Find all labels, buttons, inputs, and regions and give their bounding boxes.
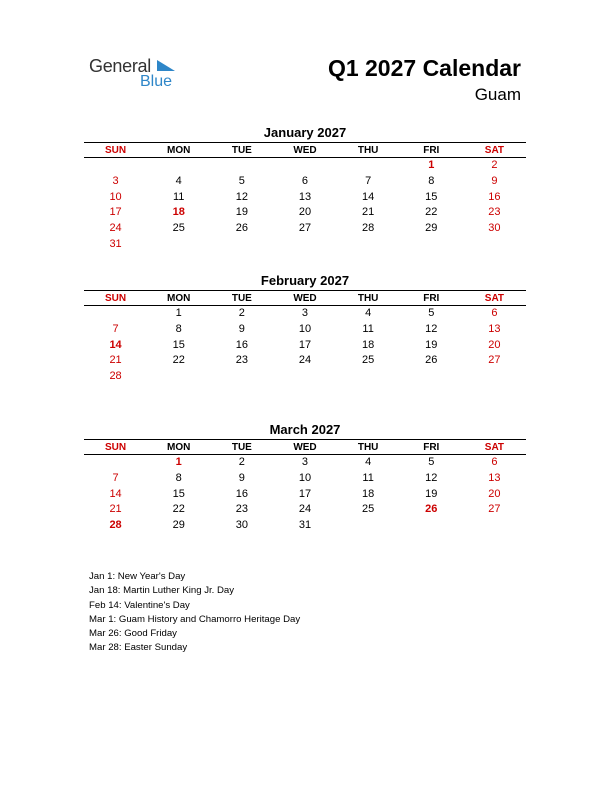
day-cell: 25 — [362, 354, 375, 367]
day-cell — [84, 306, 147, 322]
day-cell: 5 — [238, 174, 245, 187]
day-cell: 21 — [109, 354, 122, 367]
week-row — [84, 369, 526, 385]
weekday-sun: SUN — [105, 292, 127, 304]
day-cell — [400, 518, 463, 534]
weekday-header-row — [84, 440, 526, 455]
day-cell: 15 — [172, 338, 185, 351]
holiday-item: Jan 1: New Year's Day — [89, 571, 186, 582]
holiday-item: Mar 1: Guam History and Chamorro Heritage Day — [89, 613, 301, 625]
week-row — [84, 306, 526, 322]
weekday-sun: SUN — [105, 441, 127, 453]
logo-text-blue: Blue — [140, 73, 173, 90]
day-cell: 18 — [362, 338, 375, 351]
day-cell: 30 — [488, 222, 501, 235]
day-cell — [463, 518, 526, 534]
day-cell: 16 — [235, 487, 248, 500]
weekday-tue: TUE — [231, 292, 252, 304]
month-january — [84, 124, 526, 253]
day-cell: 3 — [301, 307, 309, 319]
month-grid — [84, 142, 526, 253]
week-row — [84, 190, 526, 206]
month-title: February 2027 — [260, 273, 350, 288]
day-cell: 25 — [172, 222, 185, 235]
weekday-tue: TUE — [231, 441, 252, 453]
week-row — [84, 221, 526, 237]
logo-text-general: General — [89, 56, 151, 76]
day-cell: 6 — [301, 174, 309, 187]
day-cell: 26 — [235, 222, 248, 235]
day-cell: 10 — [109, 190, 122, 203]
day-cell: 31 — [109, 237, 122, 250]
day-cell: 20 — [488, 487, 501, 500]
week-row — [84, 455, 526, 471]
weekday-mon: MON — [167, 292, 191, 304]
day-cell — [463, 237, 526, 253]
day-cell: 18 — [172, 206, 185, 219]
day-cell — [147, 369, 210, 385]
weekday-header-row — [84, 291, 526, 306]
day-cell — [273, 158, 336, 174]
holiday-item: Feb 14: Valentine's Day — [89, 599, 190, 611]
day-cell — [337, 158, 400, 174]
day-cell — [337, 237, 400, 253]
week-row — [84, 518, 526, 534]
day-cell: 1 — [428, 159, 435, 171]
day-cell: 22 — [172, 503, 185, 516]
day-cell: 22 — [425, 206, 438, 219]
day-cell: 15 — [172, 487, 185, 500]
day-cell: 27 — [298, 222, 312, 235]
day-cell: 7 — [112, 471, 119, 484]
day-cell: 15 — [425, 190, 438, 203]
day-cell: 8 — [428, 174, 435, 187]
day-cell: 12 — [425, 471, 438, 484]
day-cell: 20 — [488, 338, 501, 351]
day-cell: 28 — [109, 370, 122, 383]
day-cell: 5 — [428, 456, 435, 468]
day-cell: 2 — [238, 456, 245, 468]
day-cell: 24 — [109, 222, 122, 235]
weekday-thu: THU — [357, 441, 379, 453]
day-cell: 16 — [488, 190, 501, 203]
weekday-sat: SAT — [484, 441, 505, 453]
weekday-sat: SAT — [484, 292, 505, 304]
week-row — [84, 353, 526, 369]
day-cell: 16 — [235, 338, 248, 351]
month-grid — [84, 439, 526, 534]
weekday-wed: WED — [293, 144, 317, 156]
day-cell: 2 — [238, 307, 245, 319]
day-cell: 27 — [488, 503, 501, 516]
day-cell: 4 — [365, 456, 372, 468]
day-cell: 7 — [365, 174, 372, 187]
day-cell: 8 — [175, 322, 182, 335]
day-cell: 3 — [112, 174, 119, 187]
weekday-mon: MON — [167, 144, 191, 156]
day-cell: 12 — [235, 190, 248, 203]
day-cell: 25 — [362, 503, 375, 516]
day-cell: 11 — [362, 471, 374, 484]
day-cell: 13 — [488, 322, 501, 335]
day-cell: 20 — [298, 206, 312, 219]
day-cell: 31 — [298, 519, 312, 532]
day-cell: 7 — [112, 322, 119, 335]
week-row — [84, 338, 526, 354]
day-cell: 29 — [172, 519, 185, 532]
holiday-item: Mar 28: Easter Sunday — [89, 642, 188, 654]
weekday-thu: THU — [357, 144, 379, 156]
day-cell: 24 — [298, 354, 312, 367]
weekday-mon: MON — [167, 441, 191, 453]
day-cell: 11 — [362, 322, 374, 335]
day-cell: 23 — [488, 206, 501, 219]
holiday-list — [89, 570, 300, 656]
logo-flag-icon — [157, 58, 177, 74]
weekday-wed: WED — [293, 292, 317, 304]
month-title: January 2027 — [263, 125, 347, 140]
logo — [89, 56, 189, 96]
weekday-sun: SUN — [105, 144, 127, 156]
day-cell: 19 — [425, 338, 438, 351]
day-cell: 17 — [298, 487, 312, 500]
page-title: Q1 2027 Calendar — [327, 55, 521, 81]
day-cell: 19 — [425, 487, 438, 500]
day-cell: 3 — [301, 456, 309, 468]
day-cell: 21 — [362, 206, 375, 219]
day-cell — [273, 369, 336, 385]
day-cell: 5 — [428, 307, 435, 319]
day-cell — [210, 237, 273, 253]
week-row — [84, 237, 526, 253]
day-cell: 2 — [491, 159, 498, 171]
day-cell: 4 — [365, 307, 372, 319]
day-cell — [400, 369, 463, 385]
day-cell: 8 — [175, 471, 182, 484]
weekday-fri: FRI — [423, 144, 440, 156]
week-row — [84, 174, 526, 190]
day-cell: 9 — [238, 322, 245, 335]
day-cell — [147, 158, 210, 174]
weekday-fri: FRI — [423, 441, 440, 453]
day-cell: 9 — [238, 471, 245, 484]
day-cell — [210, 369, 273, 385]
day-cell: 27 — [488, 354, 501, 367]
day-cell: 4 — [175, 174, 182, 187]
holiday-item: Jan 18: Martin Luther King Jr. Day — [89, 585, 235, 597]
day-cell — [84, 455, 147, 471]
day-cell: 26 — [425, 503, 438, 516]
month-grid — [84, 290, 526, 385]
day-cell: 23 — [235, 503, 248, 516]
day-cell: 22 — [172, 354, 185, 367]
week-row — [84, 502, 526, 518]
weekday-wed: WED — [293, 441, 317, 453]
day-cell: 24 — [298, 503, 312, 516]
weekday-header-row — [84, 143, 526, 158]
day-cell: 14 — [362, 190, 375, 203]
day-cell: 17 — [109, 206, 122, 219]
day-cell: 13 — [488, 471, 501, 484]
page-subtitle: Guam — [474, 85, 521, 104]
day-cell: 11 — [173, 190, 185, 203]
week-row — [84, 471, 526, 487]
week-row — [84, 487, 526, 503]
day-cell: 6 — [491, 307, 498, 319]
day-cell: 17 — [298, 338, 312, 351]
week-row — [84, 322, 526, 338]
day-cell: 12 — [425, 322, 438, 335]
month-march — [84, 421, 526, 534]
day-cell: 29 — [425, 222, 438, 235]
day-cell: 13 — [298, 190, 312, 203]
day-cell: 18 — [362, 487, 375, 500]
day-cell: 1 — [175, 456, 182, 468]
day-cell — [84, 158, 147, 174]
day-cell: 10 — [298, 471, 312, 484]
weekday-thu: THU — [357, 292, 379, 304]
day-cell: 30 — [235, 519, 248, 532]
day-cell: 10 — [298, 322, 312, 335]
day-cell: 19 — [235, 206, 248, 219]
day-cell — [337, 369, 400, 385]
day-cell — [400, 237, 463, 253]
day-cell — [463, 369, 526, 385]
day-cell: 14 — [109, 487, 122, 500]
weekday-tue: TUE — [231, 144, 252, 156]
day-cell: 1 — [175, 307, 182, 319]
day-cell: 9 — [491, 174, 498, 187]
month-february — [84, 272, 526, 385]
month-title: March 2027 — [269, 422, 341, 437]
day-cell: 26 — [425, 354, 438, 367]
week-row — [84, 158, 526, 174]
day-cell — [147, 237, 210, 253]
day-cell — [210, 158, 273, 174]
day-cell: 28 — [109, 519, 122, 532]
day-cell — [273, 237, 336, 253]
day-cell: 14 — [109, 338, 122, 351]
day-cell: 28 — [362, 222, 375, 235]
day-cell: 21 — [109, 503, 122, 516]
day-cell: 6 — [491, 456, 498, 468]
weekday-fri: FRI — [423, 292, 440, 304]
day-cell — [337, 518, 400, 534]
day-cell: 23 — [235, 354, 248, 367]
weekday-sat: SAT — [484, 144, 505, 156]
holiday-item: Mar 26: Good Friday — [89, 628, 177, 640]
week-row — [84, 205, 526, 221]
